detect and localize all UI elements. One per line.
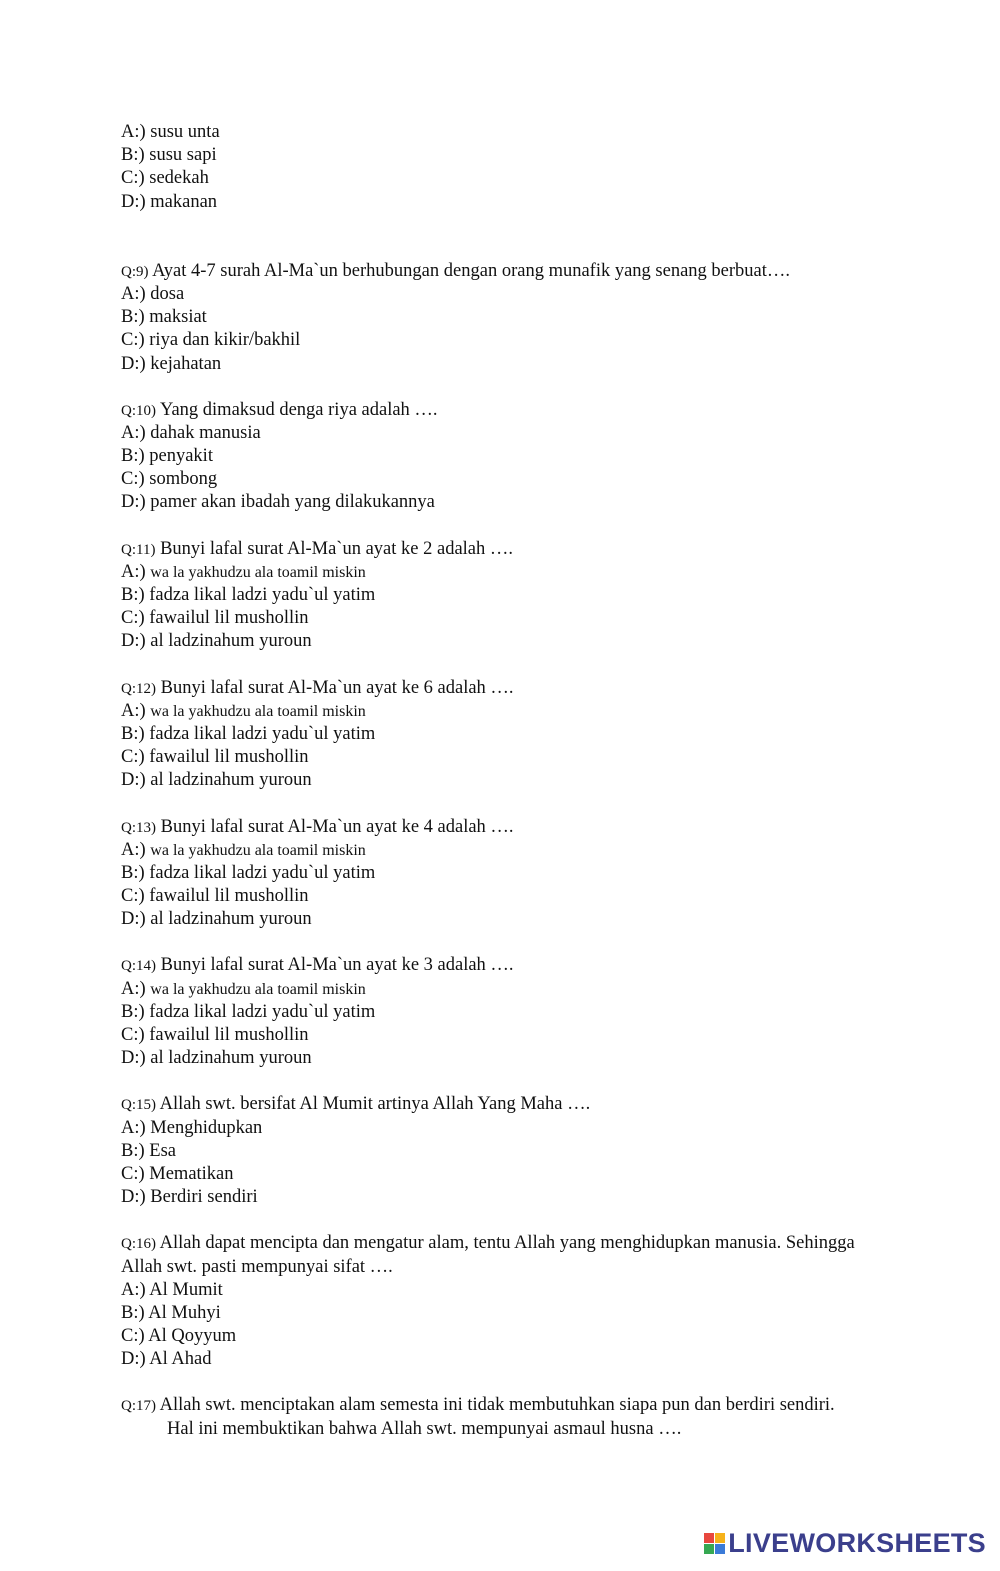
question-text: Allah swt. menciptakan alam semesta ini tidak membutuhkan siapa pun dan berdiri sendiri. (156, 1395, 835, 1416)
q9-option-c: C:) riya dan kikir/bakhil (121, 330, 301, 351)
question-13 (121, 816, 941, 839)
q12-option-b: B:) fadza likal ladzi yadu`ul yatim (121, 723, 376, 744)
q13-option-b: B:) fadza likal ladzi yadu`ul yatim (121, 862, 376, 883)
question-17 (121, 1394, 941, 1417)
question-number: Q:14) (121, 958, 156, 975)
question-number: Q:9) (121, 263, 149, 280)
q15-option-a: A:) Menghidupkan (121, 1117, 263, 1138)
question-text: Allah swt. bersifat Al Mumit artinya Allah Yang Maha …. (156, 1094, 591, 1115)
question-text: Ayat 4-7 surah Al-Ma`un berhubungan dengan orang munafik yang senang berbuat…. (148, 260, 791, 281)
liveworksheets-logo-icon (704, 1533, 725, 1554)
liveworksheets-footer (704, 1528, 986, 1559)
q9-option-b: B:) maksiat (121, 307, 207, 328)
q10-option-b: B:) penyakit (121, 446, 213, 467)
question-11 (121, 538, 941, 561)
q15-option-d: D:) Berdiri sendiri (121, 1187, 258, 1208)
worksheet-page (121, 121, 941, 1441)
q12-option-c: C:) fawailul lil mushollin (121, 747, 309, 768)
question-text: Allah dapat mencipta dan mengatur alam, tentu Allah yang menghidupkan manusia. Sehingga (156, 1233, 855, 1254)
q8-option-a: A:) susu unta (121, 122, 220, 142)
question-number: Q:17) (121, 1398, 156, 1415)
q12-option-d: D:) al ladzinahum yuroun (121, 770, 312, 791)
question-number: Q:12) (121, 680, 156, 697)
question-number: Q:15) (121, 1097, 156, 1114)
question-text: Bunyi lafal surat Al-Ma`un ayat ke 3 adalah …. (156, 955, 514, 976)
q15-option-c: C:) Mematikan (121, 1163, 234, 1184)
q16-option-d: D:) Al Ahad (121, 1349, 212, 1370)
q11-option-d: D:) al ladzinahum yuroun (121, 631, 312, 652)
q16-option-a: A:) Al Mumit (121, 1279, 223, 1300)
q11-option-c: C:) fawailul lil mushollin (121, 608, 309, 629)
question-9 (121, 260, 941, 283)
q14-option-b: B:) fadza likal ladzi yadu`ul yatim (121, 1001, 376, 1022)
question-text: Yang dimaksud denga riya adalah …. (156, 399, 438, 420)
q8-option-c: C:) sedekah (121, 168, 209, 189)
q9-option-d: D:) kejahatan (121, 353, 222, 374)
q15-option-b: B:) Esa (121, 1140, 176, 1161)
q10-option-a: A:) dahak manusia (121, 422, 261, 443)
q9-option-a: A:) dosa (121, 283, 185, 304)
q11-option-b: B:) fadza likal ladzi yadu`ul yatim (121, 585, 376, 605)
q14-option-a: A:) wa la yakhudzu ala toamil miskin (121, 978, 366, 999)
question-number: Q:11) (121, 541, 156, 558)
q14-option-c: C:) fawailul lil mushollin (121, 1025, 309, 1045)
question-10 (121, 399, 941, 422)
liveworksheets-brand: LIVEWORKSHEETS (728, 1528, 986, 1558)
question-number: Q:13) (121, 819, 156, 836)
q10-option-c: C:) sombong (121, 469, 218, 490)
q16-option-c: C:) Al Qoyyum (121, 1326, 237, 1347)
question-text: Bunyi lafal surat Al-Ma`un ayat ke 4 adalah …. (156, 816, 514, 837)
q16-option-b: B:) Al Muhyi (121, 1302, 221, 1323)
question-number: Q:10) (121, 402, 156, 419)
q13-option-c: C:) fawailul lil mushollin (121, 886, 309, 907)
q8-option-d: D:) makanan (121, 191, 218, 212)
question-text: Bunyi lafal surat Al-Ma`un ayat ke 6 adalah …. (156, 677, 514, 698)
question-16 (121, 1232, 941, 1255)
question-12 (121, 677, 941, 700)
question-17-continued: Hal ini membuktikan bahwa Allah swt. mempunyai asmaul husna …. (167, 1418, 682, 1439)
q13-option-a: A:) wa la yakhudzu ala toamil miskin (121, 839, 366, 860)
question-14 (121, 954, 941, 977)
q12-option-a: A:) wa la yakhudzu ala toamil miskin (121, 700, 366, 721)
q8-option-b: B:) susu sapi (121, 145, 217, 166)
q10-option-d: D:) pamer akan ibadah yang dilakukannya (121, 492, 435, 513)
question-15 (121, 1093, 941, 1116)
question-16-continued: Allah swt. pasti mempunyai sifat …. (121, 1256, 393, 1277)
q13-option-d: D:) al ladzinahum yuroun (121, 909, 312, 930)
q11-option-a: A:) wa la yakhudzu ala toamil miskin (121, 561, 366, 582)
question-number: Q:16) (121, 1236, 156, 1253)
q14-option-d: D:) al ladzinahum yuroun (121, 1048, 312, 1069)
question-text: Bunyi lafal surat Al-Ma`un ayat ke 2 adalah …. (155, 538, 514, 559)
